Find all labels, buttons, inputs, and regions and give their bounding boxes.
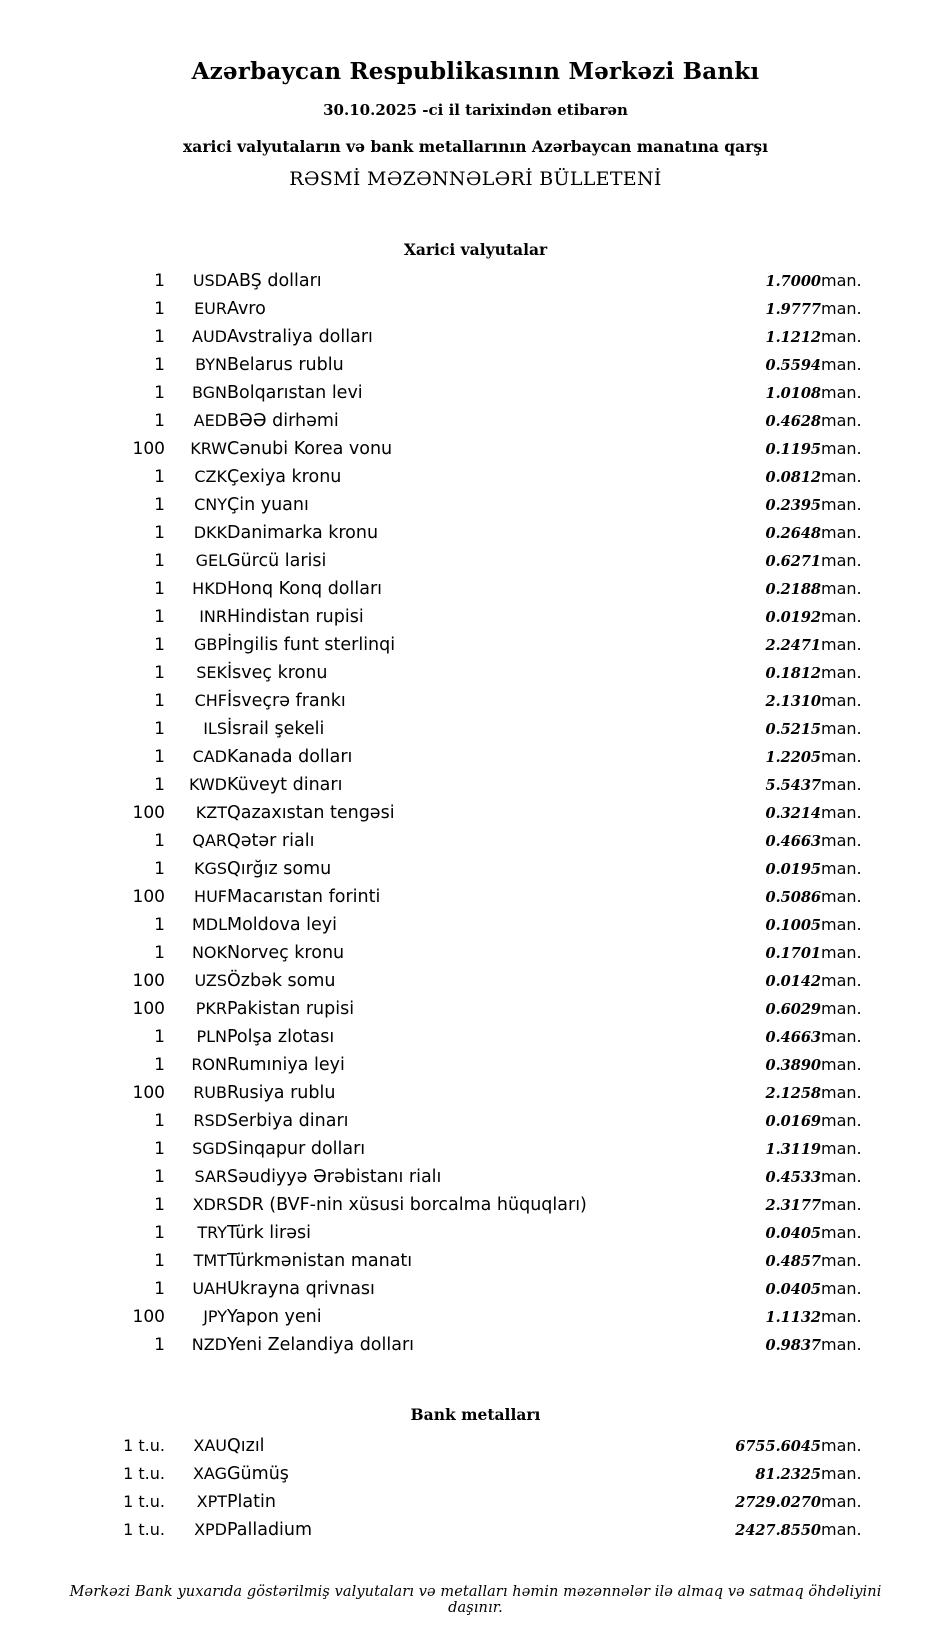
currency-code: PLN xyxy=(196,1027,227,1046)
currency-code: SGD xyxy=(192,1139,227,1158)
currency-row xyxy=(60,1079,891,1107)
rate-unit-label: man. xyxy=(821,1520,862,1539)
footer-note: Mərkəzi Bank yuxarıda göstərilmiş valyutaları və metalları həmin məzənnələr ilə almaq və satmaq öhdəliyini daşınır. xyxy=(69,1584,882,1616)
currency-code: AED xyxy=(193,411,227,430)
rate-units: 100 xyxy=(132,1307,165,1327)
currency-name: SDR (BVF-nin xüsusi borcalma hüquqları) xyxy=(227,1195,587,1215)
rate-units: 1 xyxy=(154,1139,165,1159)
currency-row xyxy=(60,995,891,1023)
bulletin-title: RƏSMİ MƏZƏNNƏLƏRİ BÜLLETENİ xyxy=(289,168,662,190)
currency-name: Yeni Zelandiya dolları xyxy=(227,1335,415,1355)
currency-code: RUB xyxy=(193,1083,227,1102)
rate-units: 1 xyxy=(154,271,165,291)
rate-unit-label: man. xyxy=(821,551,862,570)
rate-unit-label: man. xyxy=(821,1083,862,1102)
currency-code: CZK xyxy=(194,467,227,486)
currency-row xyxy=(60,1219,891,1247)
rate-units: 1 xyxy=(154,943,165,963)
rate-unit-label: man. xyxy=(821,691,862,710)
rate-unit-label: man. xyxy=(821,355,862,374)
currency-row xyxy=(60,631,891,659)
currency-row xyxy=(60,407,891,435)
currency-row xyxy=(60,547,891,575)
metal-row xyxy=(60,1488,891,1516)
currency-name: Sinqapur dolları xyxy=(227,1139,366,1159)
currency-code: GEL xyxy=(195,551,227,570)
rate-value: 0.5215 xyxy=(765,721,821,738)
rate-unit-label: man. xyxy=(821,1436,862,1455)
currency-row xyxy=(60,1107,891,1135)
rate-value: 1.1212 xyxy=(765,329,821,346)
currency-row xyxy=(60,351,891,379)
rate-unit-label: man. xyxy=(821,1111,862,1130)
rate-unit-label: man. xyxy=(821,383,862,402)
rate-units: 100 xyxy=(132,439,165,459)
currency-code: TRY xyxy=(197,1223,227,1242)
currency-name: Rumıniya leyi xyxy=(227,1055,345,1075)
rate-unit-label: man. xyxy=(821,1464,862,1483)
currency-name: Yapon yeni xyxy=(227,1307,322,1327)
rate-unit-label: man. xyxy=(821,999,862,1018)
rate-units: 1 xyxy=(154,579,165,599)
currency-code: XPD xyxy=(194,1520,227,1539)
rate-value: 0.4663 xyxy=(765,1029,821,1046)
rate-value: 0.0405 xyxy=(765,1225,821,1242)
currency-rates-table xyxy=(60,267,891,1359)
rate-units: 1 xyxy=(154,775,165,795)
section-title-metals: Bank metalları xyxy=(410,1405,541,1424)
rate-value: 0.3214 xyxy=(765,805,821,822)
rate-value: 2427.8550 xyxy=(735,1522,821,1539)
rate-unit-label: man. xyxy=(821,1223,862,1242)
currency-code: KGS xyxy=(193,859,227,878)
currency-code: PKR xyxy=(195,999,227,1018)
rate-units: 1 xyxy=(154,1055,165,1075)
bank-title: Azərbaycan Respublikasının Mərkəzi Bankı xyxy=(191,58,760,85)
currency-row xyxy=(60,1051,891,1079)
currency-name: İsveçrə frankı xyxy=(227,691,346,711)
rate-unit-label: man. xyxy=(821,943,862,962)
rate-value: 0.1005 xyxy=(765,917,821,934)
rate-unit-label: man. xyxy=(821,1279,862,1298)
currency-name: Platin xyxy=(227,1492,276,1512)
currency-code: UAH xyxy=(192,1279,227,1298)
currency-code: UZS xyxy=(194,971,227,990)
currency-code: KZT xyxy=(195,803,227,822)
rate-unit-label: man. xyxy=(821,859,862,878)
currency-row xyxy=(60,463,891,491)
rate-units: 1 xyxy=(154,859,165,879)
rate-value: 0.0169 xyxy=(765,1113,821,1130)
currency-name: İsrail şekeli xyxy=(227,719,325,739)
currency-name: Bolqarıstan levi xyxy=(227,383,363,403)
rate-units: 1 t.u. xyxy=(123,1464,165,1483)
rate-value: 0.4628 xyxy=(765,413,821,430)
currency-code: CNY xyxy=(194,495,227,514)
currency-row xyxy=(60,743,891,771)
section-title-currencies: Xarici valyutalar xyxy=(403,240,548,259)
rate-unit-label: man. xyxy=(821,803,862,822)
rate-value: 0.2395 xyxy=(765,497,821,514)
currency-row xyxy=(60,1247,891,1275)
currency-name: Moldova leyi xyxy=(227,915,337,935)
currency-code: XAG xyxy=(192,1464,227,1483)
currency-name: Qırğız somu xyxy=(227,859,332,879)
currency-row xyxy=(60,827,891,855)
currency-row xyxy=(60,519,891,547)
rate-units: 1 xyxy=(154,355,165,375)
rate-unit-label: man. xyxy=(821,1335,862,1354)
rate-unit-label: man. xyxy=(821,635,862,654)
rate-units: 1 t.u. xyxy=(123,1520,165,1539)
rate-units: 1 xyxy=(154,691,165,711)
rate-value: 1.2205 xyxy=(765,749,821,766)
currency-name: Macarıstan forinti xyxy=(227,887,381,907)
rate-value: 2.2471 xyxy=(765,637,821,654)
currency-code: BGN xyxy=(191,383,227,402)
currency-name: Çin yuanı xyxy=(227,495,309,515)
rate-units: 1 xyxy=(154,495,165,515)
rate-units: 1 xyxy=(154,467,165,487)
currency-code: XPT xyxy=(196,1492,227,1511)
rate-units: 100 xyxy=(132,803,165,823)
rate-value: 1.7000 xyxy=(765,273,821,290)
currency-name: Polşa zlotası xyxy=(227,1027,335,1047)
currency-row xyxy=(60,1191,891,1219)
currency-name: Qazaxıstan tengəsi xyxy=(227,803,395,823)
currency-row xyxy=(60,1331,891,1359)
rate-value: 0.4857 xyxy=(765,1253,821,1270)
rate-value: 2.1310 xyxy=(765,693,821,710)
rate-units: 1 xyxy=(154,551,165,571)
currency-row xyxy=(60,575,891,603)
subject-line: xarici valyutaların və bank metallarının Azərbaycan manatına qarşı xyxy=(183,137,768,156)
effective-date-line: 30.10.2025 -ci il tarixindən etibarən xyxy=(323,101,628,119)
rate-units: 1 xyxy=(154,1195,165,1215)
currency-name: Gürcü larisi xyxy=(227,551,327,571)
rate-unit-label: man. xyxy=(821,1139,862,1158)
currency-row xyxy=(60,1135,891,1163)
currency-code: XAU xyxy=(193,1436,227,1455)
currency-code: CAD xyxy=(192,747,227,766)
currency-row xyxy=(60,911,891,939)
rate-units: 100 xyxy=(132,887,165,907)
currency-row xyxy=(60,771,891,799)
currency-code: EUR xyxy=(194,299,227,318)
rate-unit-label: man. xyxy=(821,971,862,990)
rate-value: 81.2325 xyxy=(755,1466,821,1483)
rate-value: 1.3119 xyxy=(765,1141,821,1158)
rate-unit-label: man. xyxy=(821,327,862,346)
currency-name: Norveç kronu xyxy=(227,943,345,963)
rate-value: 2.1258 xyxy=(765,1085,821,1102)
currency-name: Çexiya kronu xyxy=(227,467,342,487)
rate-unit-label: man. xyxy=(821,411,862,430)
rate-units: 1 xyxy=(154,383,165,403)
rate-value: 1.0108 xyxy=(765,385,821,402)
rate-unit-label: man. xyxy=(821,915,862,934)
rate-unit-label: man. xyxy=(821,607,862,626)
rate-unit-label: man. xyxy=(821,747,862,766)
document-header xyxy=(60,58,891,190)
rate-unit-label: man. xyxy=(821,1251,862,1270)
rate-unit-label: man. xyxy=(821,775,862,794)
currency-row xyxy=(60,855,891,883)
currency-code: MDL xyxy=(191,915,227,934)
currency-name: Türk lirəsi xyxy=(227,1223,311,1243)
rate-units: 1 xyxy=(154,719,165,739)
rate-units: 1 xyxy=(154,635,165,655)
currency-row xyxy=(60,967,891,995)
rate-unit-label: man. xyxy=(821,1307,862,1326)
rate-units: 1 xyxy=(154,299,165,319)
currency-row xyxy=(60,491,891,519)
rate-value: 0.1701 xyxy=(765,945,821,962)
rate-value: 0.0812 xyxy=(765,469,821,486)
currency-name: Səudiyyə Ərəbistanı rialı xyxy=(227,1167,442,1187)
currency-code: RSD xyxy=(193,1111,227,1130)
currency-name: Honq Konq dolları xyxy=(227,579,383,599)
currency-row xyxy=(60,1275,891,1303)
currency-code: JPY xyxy=(203,1307,227,1326)
currency-code: NOK xyxy=(191,943,227,962)
currency-code: SEK xyxy=(196,663,227,682)
currency-name: Serbiya dinarı xyxy=(227,1111,349,1131)
currency-row xyxy=(60,687,891,715)
currency-name: Kanada dolları xyxy=(227,747,353,767)
currency-name: İngilis funt sterlinqi xyxy=(227,635,396,655)
currency-name: ABŞ dolları xyxy=(227,271,322,291)
rate-unit-label: man. xyxy=(821,1167,862,1186)
currency-code: RON xyxy=(191,1055,227,1074)
rate-value: 5.5437 xyxy=(765,777,821,794)
currency-code: KRW xyxy=(190,439,227,458)
currency-name: Özbək somu xyxy=(227,971,336,991)
currency-code: NZD xyxy=(191,1335,227,1354)
currency-code: TMT xyxy=(193,1251,227,1270)
currency-name: Palladium xyxy=(227,1520,313,1540)
rate-value: 0.3890 xyxy=(765,1057,821,1074)
rate-units: 100 xyxy=(132,999,165,1019)
currency-code: BYN xyxy=(195,355,227,374)
currency-row xyxy=(60,435,891,463)
rate-unit-label: man. xyxy=(821,299,862,318)
currency-code: HUF xyxy=(194,887,227,906)
rate-unit-label: man. xyxy=(821,523,862,542)
currency-row xyxy=(60,267,891,295)
rate-units: 1 xyxy=(154,663,165,683)
currency-row xyxy=(60,1163,891,1191)
rate-value: 0.5086 xyxy=(765,889,821,906)
rate-units: 1 xyxy=(154,1279,165,1299)
currency-row xyxy=(60,603,891,631)
rate-units: 100 xyxy=(132,1083,165,1103)
rate-unit-label: man. xyxy=(821,467,862,486)
currency-code: GBP xyxy=(193,635,227,654)
rate-unit-label: man. xyxy=(821,579,862,598)
currency-name: Qətər rialı xyxy=(227,831,315,851)
rate-value: 0.6029 xyxy=(765,1001,821,1018)
currency-code: SAR xyxy=(194,1167,227,1186)
metal-row xyxy=(60,1516,891,1544)
currency-name: BƏƏ dirhəmi xyxy=(227,411,339,431)
rate-value: 0.1195 xyxy=(765,441,821,458)
rate-unit-label: man. xyxy=(821,1195,862,1214)
currency-code: HKD xyxy=(192,579,227,598)
rate-units: 1 xyxy=(154,411,165,431)
rate-value: 0.0195 xyxy=(765,861,821,878)
currency-name: Gümüş xyxy=(227,1464,289,1484)
currency-name: Küveyt dinarı xyxy=(227,775,343,795)
rate-units: 100 xyxy=(132,971,165,991)
currency-code: CHF xyxy=(194,691,227,710)
rate-value: 0.0142 xyxy=(765,973,821,990)
currency-row xyxy=(60,715,891,743)
rate-unit-label: man. xyxy=(821,663,862,682)
currency-row xyxy=(60,1303,891,1331)
rate-value: 1.9777 xyxy=(765,301,821,318)
rate-unit-label: man. xyxy=(821,1055,862,1074)
rate-value: 0.4533 xyxy=(765,1169,821,1186)
rate-value: 0.2648 xyxy=(765,525,821,542)
rate-value: 0.4663 xyxy=(765,833,821,850)
rate-unit-label: man. xyxy=(821,831,862,850)
rate-value: 2.3177 xyxy=(765,1197,821,1214)
rate-units: 1 t.u. xyxy=(123,1436,165,1455)
rate-units: 1 xyxy=(154,327,165,347)
currency-code: AUD xyxy=(192,327,227,346)
rate-unit-label: man. xyxy=(821,1492,862,1511)
rate-unit-label: man. xyxy=(821,271,862,290)
currency-row xyxy=(60,323,891,351)
rate-unit-label: man. xyxy=(821,495,862,514)
metal-rates-table xyxy=(60,1432,891,1544)
currency-name: Qızıl xyxy=(227,1436,265,1456)
currency-name: Türkmənistan manatı xyxy=(227,1251,413,1271)
currency-name: Avstraliya dolları xyxy=(227,327,373,347)
currency-name: Avro xyxy=(227,299,266,319)
rate-units: 1 xyxy=(154,1223,165,1243)
currency-row xyxy=(60,659,891,687)
rate-units: 1 xyxy=(154,915,165,935)
rate-value: 2729.0270 xyxy=(735,1494,821,1511)
metal-row xyxy=(60,1432,891,1460)
rate-units: 1 xyxy=(154,747,165,767)
currency-name: Ukrayna qrivnası xyxy=(227,1279,375,1299)
rate-units: 1 t.u. xyxy=(123,1492,165,1511)
currency-row xyxy=(60,1023,891,1051)
rate-units: 1 xyxy=(154,1251,165,1271)
rate-value: 0.5594 xyxy=(765,357,821,374)
currency-code: INR xyxy=(199,607,227,626)
currency-row xyxy=(60,883,891,911)
currency-code: QAR xyxy=(192,831,227,850)
rate-units: 1 xyxy=(154,1027,165,1047)
currency-name: İsveç kronu xyxy=(227,663,328,683)
currency-row xyxy=(60,799,891,827)
rate-value: 0.6271 xyxy=(765,553,821,570)
rate-value: 0.2188 xyxy=(765,581,821,598)
rate-units: 1 xyxy=(154,607,165,627)
currency-name: Rusiya rublu xyxy=(227,1083,336,1103)
currency-name: Hindistan rupisi xyxy=(227,607,364,627)
currency-code: ILS xyxy=(203,719,227,738)
rate-unit-label: man. xyxy=(821,887,862,906)
rate-units: 1 xyxy=(154,831,165,851)
currency-name: Pakistan rupisi xyxy=(227,999,355,1019)
currency-code: KWD xyxy=(188,775,227,794)
rate-value: 0.9837 xyxy=(765,1337,821,1354)
rate-units: 1 xyxy=(154,1111,165,1131)
currency-code: USD xyxy=(192,271,227,290)
rate-unit-label: man. xyxy=(821,719,862,738)
currency-name: Danimarka kronu xyxy=(227,523,379,543)
currency-name: Cənubi Korea vonu xyxy=(227,439,393,459)
rate-value: 1.1132 xyxy=(765,1309,821,1326)
currency-name: Belarus rublu xyxy=(227,355,344,375)
rate-units: 1 xyxy=(154,1167,165,1187)
rate-unit-label: man. xyxy=(821,439,862,458)
rate-value: 6755.6045 xyxy=(735,1438,821,1455)
rate-units: 1 xyxy=(154,1335,165,1355)
currency-code: DKK xyxy=(193,523,227,542)
rate-value: 0.1812 xyxy=(765,665,821,682)
metal-row xyxy=(60,1460,891,1488)
currency-code: XDR xyxy=(192,1195,227,1214)
rate-units: 1 xyxy=(154,523,165,543)
currency-row xyxy=(60,939,891,967)
rate-value: 0.0192 xyxy=(765,609,821,626)
currency-row xyxy=(60,379,891,407)
rate-unit-label: man. xyxy=(821,1027,862,1046)
rate-value: 0.0405 xyxy=(765,1281,821,1298)
currency-row xyxy=(60,295,891,323)
